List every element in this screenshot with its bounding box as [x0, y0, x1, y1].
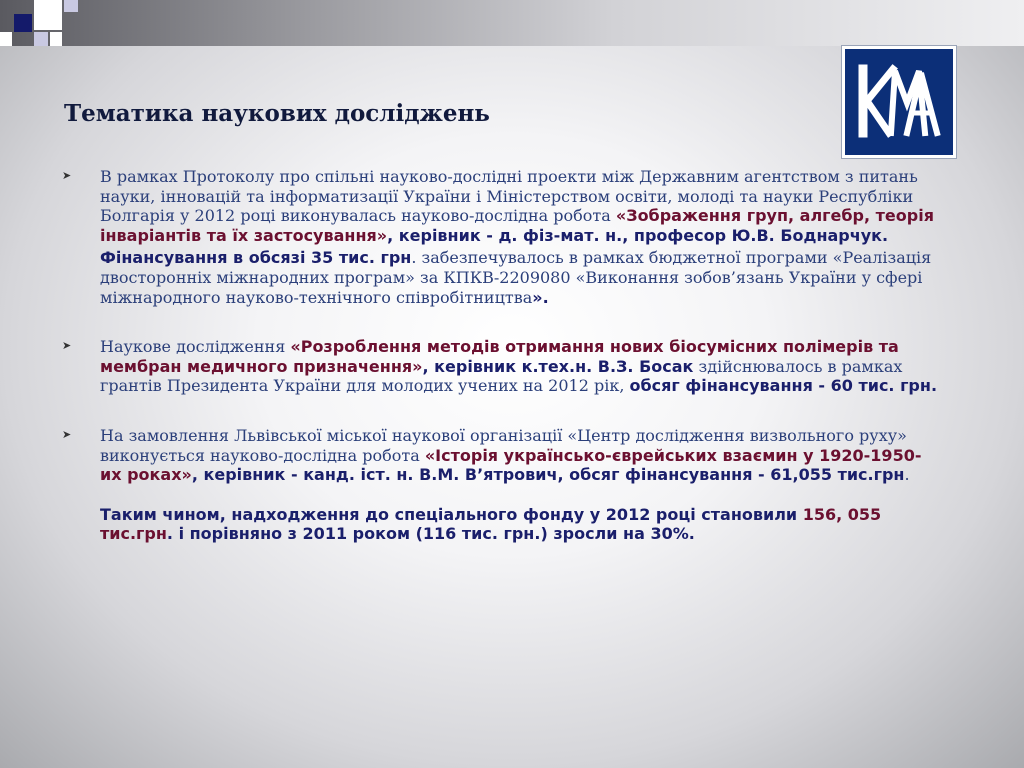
- decor-square: [34, 0, 62, 30]
- list-item: [62, 426, 942, 485]
- project-title: «Розроблення методів отримання нових біосумісних полімерів та мембран медичного призначення»: [100, 337, 899, 376]
- page-title: Тематика наукових досліджень: [64, 100, 490, 127]
- decor-square: [50, 32, 62, 46]
- top-decor-band: [0, 0, 1024, 46]
- decor-square: [34, 32, 48, 46]
- item-text: ».: [532, 287, 549, 307]
- bullet-arrow-icon: ➤: [62, 339, 72, 353]
- bullet-arrow-icon: ➤: [62, 427, 72, 441]
- project-title: «Зображення груп, алгебр, теорія інваріантів та їх застосування»: [100, 206, 934, 245]
- summary-amount: 156, 055 тис.грн: [100, 504, 882, 544]
- decor-square: [14, 14, 32, 32]
- institution-logo: [842, 46, 956, 158]
- item-text: Наукове дослідження: [100, 337, 291, 357]
- summary-text: Таким чином, надходження до спеціального фонду у 2012 році становили: [100, 504, 803, 524]
- funding-amount: Фінансування в обсязі 35 тис. грн: [100, 248, 412, 268]
- funding-amount: обсяг фінансування - 60 тис. грн.: [629, 376, 938, 396]
- project-lead: , керівник - д. фіз-мат. н., професор Ю.В. Боднарчук.: [387, 225, 889, 245]
- project-lead: , керівник - канд. іст. н. В.М. В’ятрович, обсяг фінансування - 61,055 тис.грн: [191, 465, 905, 485]
- logo-monogram-icon: [845, 49, 953, 155]
- item-paragraph: [100, 337, 942, 396]
- summary-text: . і порівняно з 2011 роком (116 тис. грн.) зросли на 30%.: [166, 524, 695, 544]
- summary-paragraph: [62, 505, 942, 544]
- content-area: [62, 167, 942, 544]
- item-text: В рамках Протоколу про спільні науково-дослідні проекти між Державним агентством з питань науки, інновацій та інформатизації України і Міністерством освіти, молоді та науки Республіки Болгарія у 2012 році виконувалась науково-дослідна робота: [100, 167, 918, 226]
- item-paragraph: [100, 167, 942, 245]
- decor-square: [0, 32, 12, 46]
- list-item: [62, 337, 942, 396]
- decor-square: [64, 0, 78, 12]
- list-item: [62, 167, 942, 307]
- project-lead: , керівник к.тех.н. В.З. Босак: [422, 356, 694, 376]
- item-text: здійснювалось в рамках грантів Президента України для молодих учених на 2012 рік,: [100, 356, 903, 396]
- item-text: .: [904, 465, 910, 485]
- item-paragraph: [100, 426, 942, 485]
- bullet-arrow-icon: ➤: [62, 169, 72, 182]
- item-text: На замовлення Львівської міської наукової організації «Центр дослідження визвольного руху» виконується науково-дослідна робота: [100, 425, 907, 465]
- item-paragraph: [100, 248, 942, 307]
- item-text: . забезпечувалось в рамках бюджетної програми «Реалізація двосторонніх міжнародних програм» за КПКВ-2209080 «Виконання зобов’язань України у сфері міжнародного науково-технічного співробітництва: [100, 248, 932, 307]
- project-title: «Історія українсько-єврейських взаємин у 1920-1950-их роках»: [100, 445, 922, 485]
